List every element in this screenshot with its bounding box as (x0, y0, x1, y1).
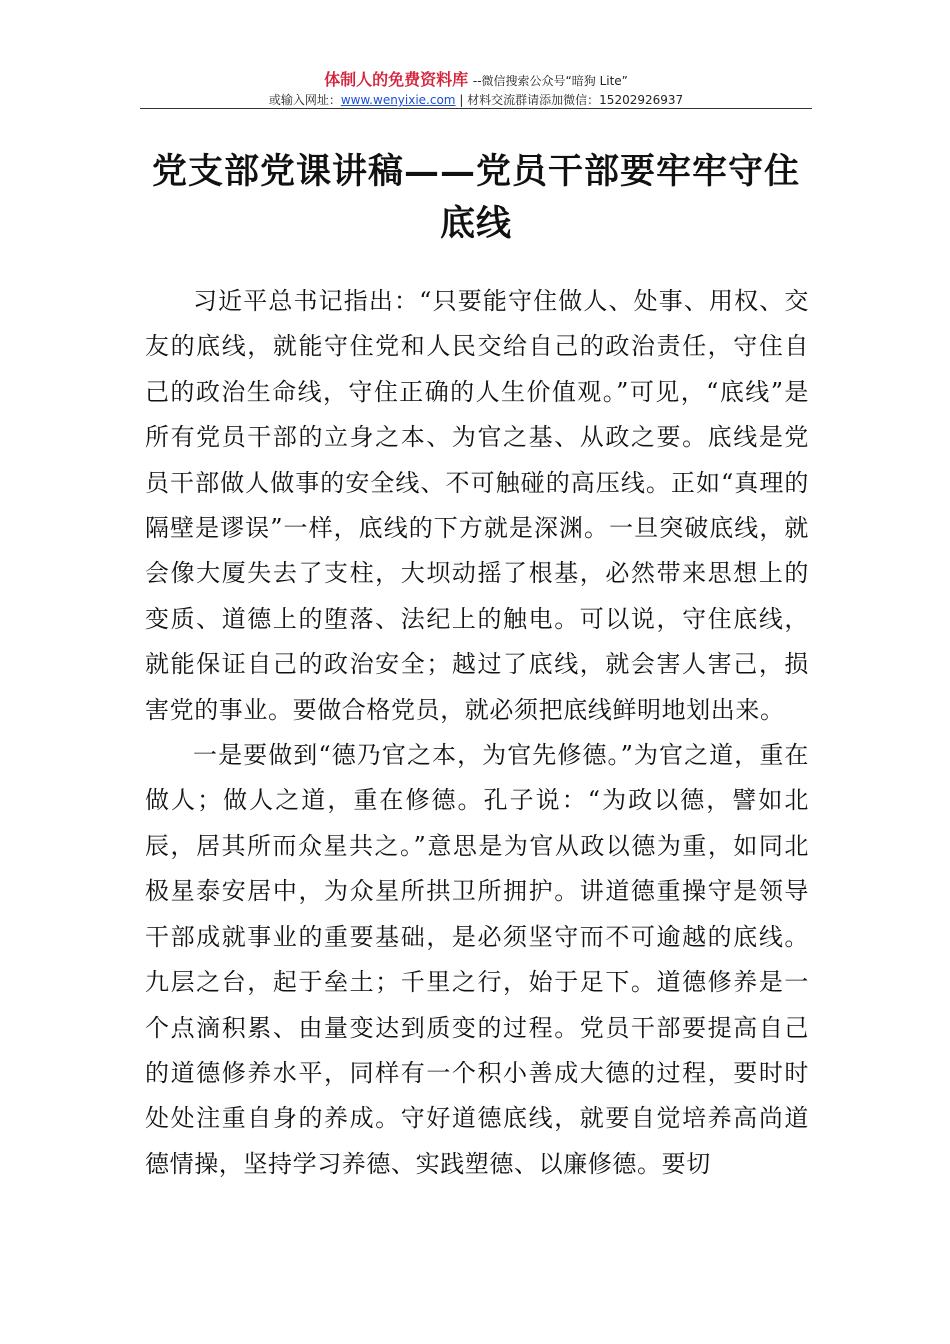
header-brand: 体制人的免费资料库 (324, 70, 469, 89)
page-header (140, 70, 812, 109)
header-contact-line (140, 91, 812, 109)
document-title: 党支部党课讲稿——党员干部要牢牢守住底线 (151, 151, 800, 244)
header-tagline: --微信搜索公众号“暗狗 Lite” (472, 74, 628, 88)
header-website-link[interactable]: www.wenyixie.com (340, 93, 456, 107)
header-promo-line (140, 70, 812, 91)
body-paragraph: 习近平总书记指出：“只要能守住做人、处事、用权、交友的底线，就能守住党和人民交给自己的政治责任，守住自己的政治生命线，守住正确的人生价值观。”可见，“底线”是所有党员干部的立身之本、为官之基、从政之要。底线是党员干部做人做事的安全线、不可触碰的高压线。正如“真理的隔壁是谬误”一样，底线的下方就是深渊。一旦突破底线，就会像大厦失去了支柱，大坝动摇了根基，必然带来思想上的变质、道德上的堕落、法纪上的触电。可以说，守住底线，就能保证自己的政治安全；越过了底线，就会害人害己，损害党的事业。要做合格党员，就必须把底线鲜明地划出来。 (145, 287, 809, 724)
header-divider (140, 108, 812, 109)
document-body (145, 279, 809, 1187)
header-contact: | 材料交流群请添加微信：15202926937 (455, 93, 684, 107)
body-paragraph: 一是要做到“德乃官之本，为官先修德。”为官之道，重在做人；做人之道，重在修德。孔子说：“为政以德，譬如北辰，居其所而众星共之。”意思是为官从政以德为重，如同北极星泰安居中，为众星所拱卫所拥护。讲道德重操守是领导干部成就事业的重要基础，是必须坚守而不可逾越的底线。九层之台，起于垒土；千里之行，始于足下。道德修养是一个点滴积累、由量变达到质变的过程。党员干部要提高自己的道德修养水平，同样有一个积小善成大德的过程，要时时处处注重自身的养成。守好道德底线，就要自觉培养高尚道德情操，坚持学习养德、实践塑德、以廉修德。要切 (145, 741, 809, 1178)
header-url-prefix: 或输入网址： (268, 93, 341, 107)
